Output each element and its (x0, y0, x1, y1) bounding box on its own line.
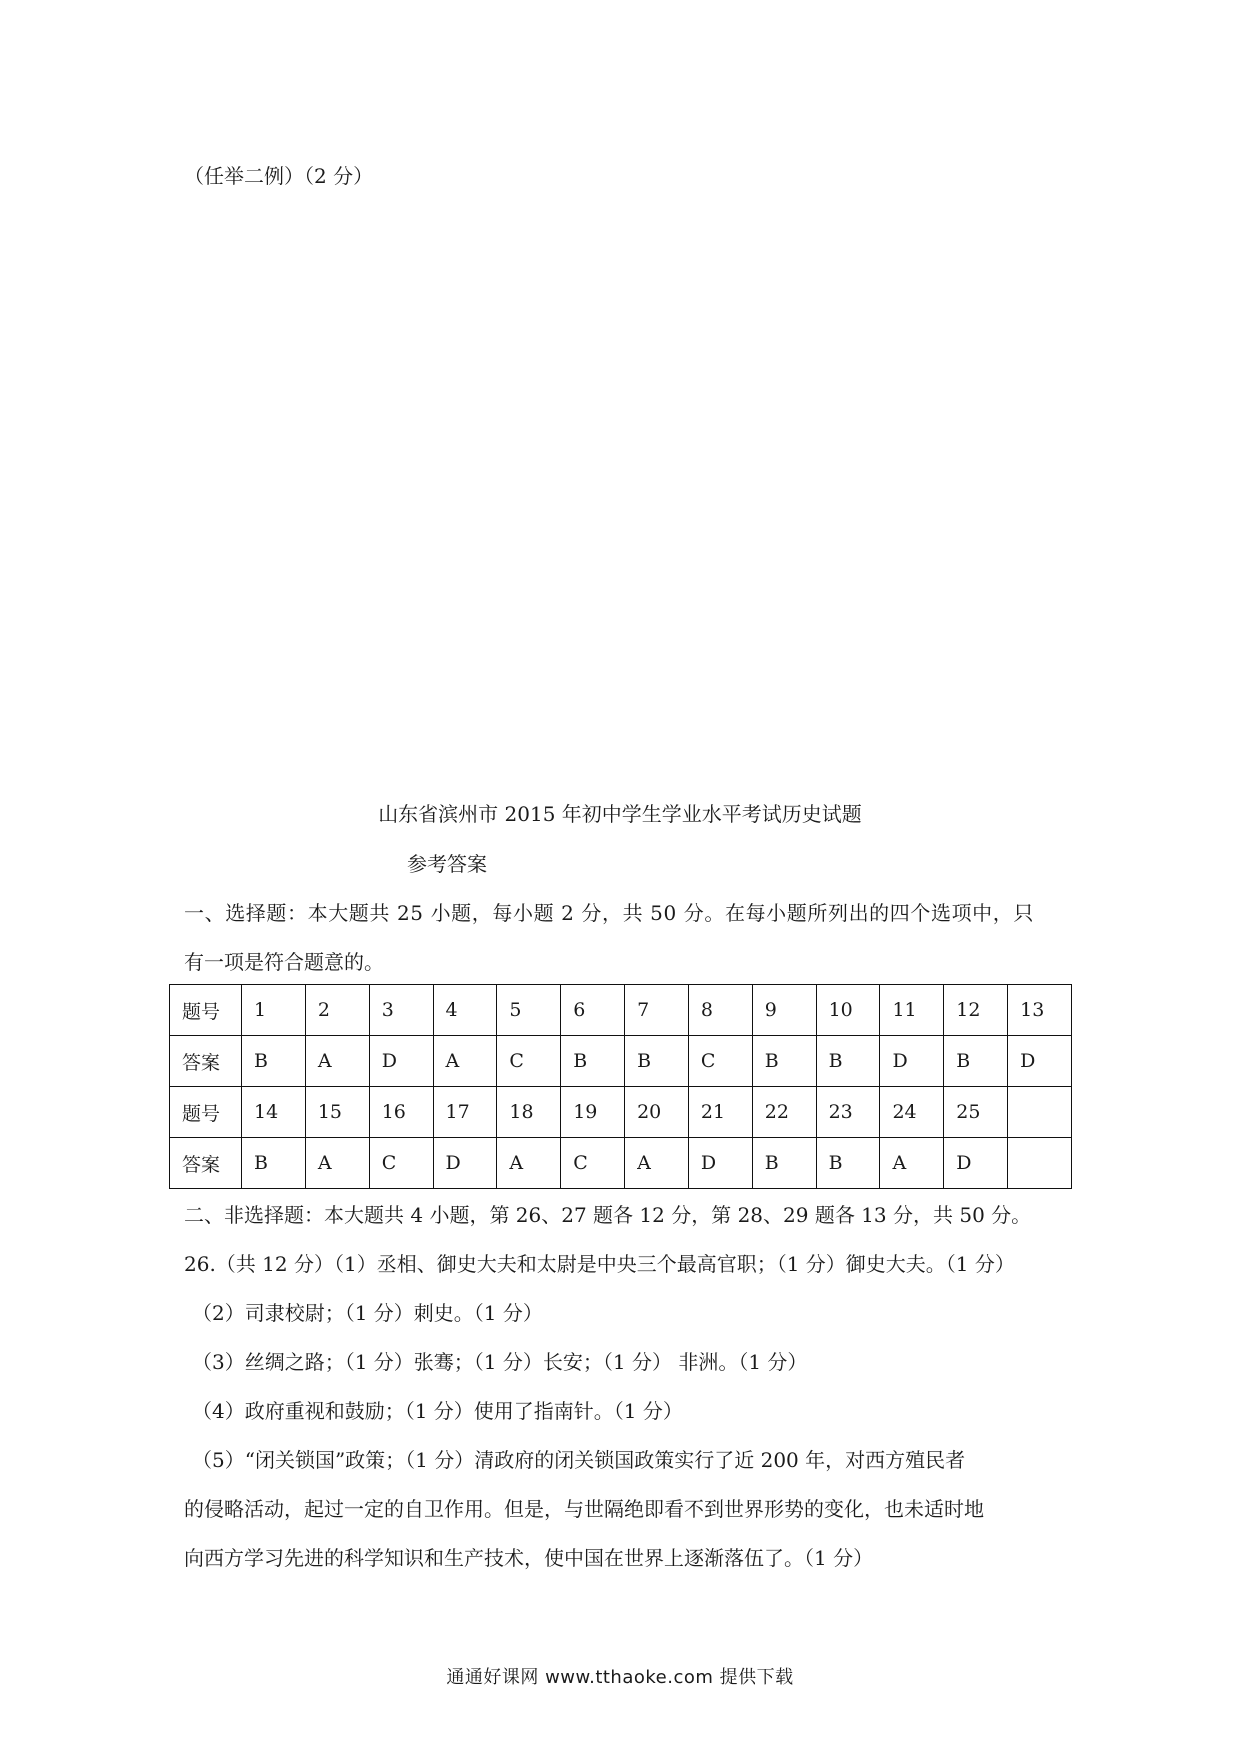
table-cell: B (752, 1138, 816, 1189)
table-cell: A (305, 1036, 369, 1087)
table-cell: B (625, 1036, 689, 1087)
table-cell: B (561, 1036, 625, 1087)
table-cell (1008, 1138, 1072, 1189)
section1-heading-line2: 有一项是符合题意的。 (184, 950, 384, 974)
table-cell: D (688, 1138, 752, 1189)
table-row (170, 1036, 1072, 1087)
answer-table (169, 984, 1072, 1189)
q26-answer-part4: （4）政府重视和鼓励；（1 分）使用了指南针。（1 分） (192, 1399, 683, 1423)
table-cell: 4 (433, 985, 497, 1036)
footer-watermark: 通通好课网 www.tthaoke.com 提供下载 (446, 1667, 794, 1688)
table-cell: C (688, 1036, 752, 1087)
table-cell: 3 (369, 985, 433, 1036)
table-cell: 23 (816, 1087, 880, 1138)
q26-answer-part3: （3）丝绸之路；（1 分）张骞；（1 分）长安；（1 分） 非洲。（1 分） (192, 1350, 808, 1374)
table-row (170, 985, 1072, 1036)
q26-answer-part5-line3: 向西方学习先进的科学知识和生产技术，使中国在世界上逐渐落伍了。（1 分） (184, 1546, 874, 1570)
table-cell: 25 (944, 1087, 1008, 1138)
table-cell: D (433, 1138, 497, 1189)
table-cell: B (752, 1036, 816, 1087)
table-cell: 7 (625, 985, 689, 1036)
table-cell: B (242, 1138, 306, 1189)
table-cell: 6 (561, 985, 625, 1036)
page-title: 山东省滨州市 2015 年初中学生学业水平考试历史试题 (378, 802, 862, 826)
table-row (170, 1138, 1072, 1189)
q26-answer-part2: （2）司隶校尉；（1 分）刺史。（1 分） (192, 1301, 543, 1325)
table-cell: B (816, 1138, 880, 1189)
table-cell: D (1008, 1036, 1072, 1087)
table-cell: 题号 (170, 985, 242, 1036)
table-cell: 19 (561, 1087, 625, 1138)
table-cell: 10 (816, 985, 880, 1036)
section2-heading: 二、非选择题：本大题共 4 小题，第 26、27 题各 12 分，第 28、29 题各 13 分，共 50 分。 (184, 1203, 1032, 1227)
table-cell: 9 (752, 985, 816, 1036)
table-cell: 答案 (170, 1138, 242, 1189)
table-cell: D (880, 1036, 944, 1087)
table-cell (1008, 1087, 1072, 1138)
table-cell: 5 (497, 985, 561, 1036)
table-cell: 题号 (170, 1087, 242, 1138)
table-cell: B (816, 1036, 880, 1087)
table-cell: 1 (242, 985, 306, 1036)
table-cell: 24 (880, 1087, 944, 1138)
table-cell: 8 (688, 985, 752, 1036)
table-cell: A (433, 1036, 497, 1087)
table-cell: 12 (944, 985, 1008, 1036)
table-cell: 20 (625, 1087, 689, 1138)
q26-answer-part5-line2: 的侵略活动，起过一定的自卫作用。但是，与世隔绝即看不到世界形势的变化，也未适时地 (184, 1497, 984, 1521)
table-cell: C (561, 1138, 625, 1189)
table-cell: 18 (497, 1087, 561, 1138)
table-cell: A (625, 1138, 689, 1189)
table-cell: A (305, 1138, 369, 1189)
table-cell: B (944, 1036, 1008, 1087)
table-cell: 16 (369, 1087, 433, 1138)
table-cell: 2 (305, 985, 369, 1036)
table-cell: C (369, 1138, 433, 1189)
table-cell: 15 (305, 1087, 369, 1138)
q26-answer-part1: 26.（共 12 分）（1）丞相、御史大夫和太尉是中央三个最高官职；（1 分）御史大夫。（1 分） (184, 1252, 1015, 1276)
table-cell: B (242, 1036, 306, 1087)
section1-heading-line1: 一、选择题：本大题共 25 小题，每小题 2 分，共 50 分。在每小题所列出的四个选项中，只 (184, 901, 1034, 925)
page-subtitle: 参考答案 (407, 852, 487, 876)
table-cell: D (369, 1036, 433, 1087)
table-cell: D (944, 1138, 1008, 1189)
previous-answer-note: （任举二例）（2 分） (184, 164, 374, 188)
table-cell: 14 (242, 1087, 306, 1138)
table-cell: A (880, 1138, 944, 1189)
table-cell: 21 (688, 1087, 752, 1138)
table-cell: 22 (752, 1087, 816, 1138)
table-cell: C (497, 1036, 561, 1087)
q26-answer-part5-line1: （5）“闭关锁国”政策；（1 分）清政府的闭关锁国政策实行了近 200 年，对西方殖民者 (192, 1448, 966, 1472)
table-cell: 答案 (170, 1036, 242, 1087)
table-cell: 17 (433, 1087, 497, 1138)
table-cell: 11 (880, 985, 944, 1036)
table-cell: 13 (1008, 985, 1072, 1036)
table-row (170, 1087, 1072, 1138)
table-cell: A (497, 1138, 561, 1189)
